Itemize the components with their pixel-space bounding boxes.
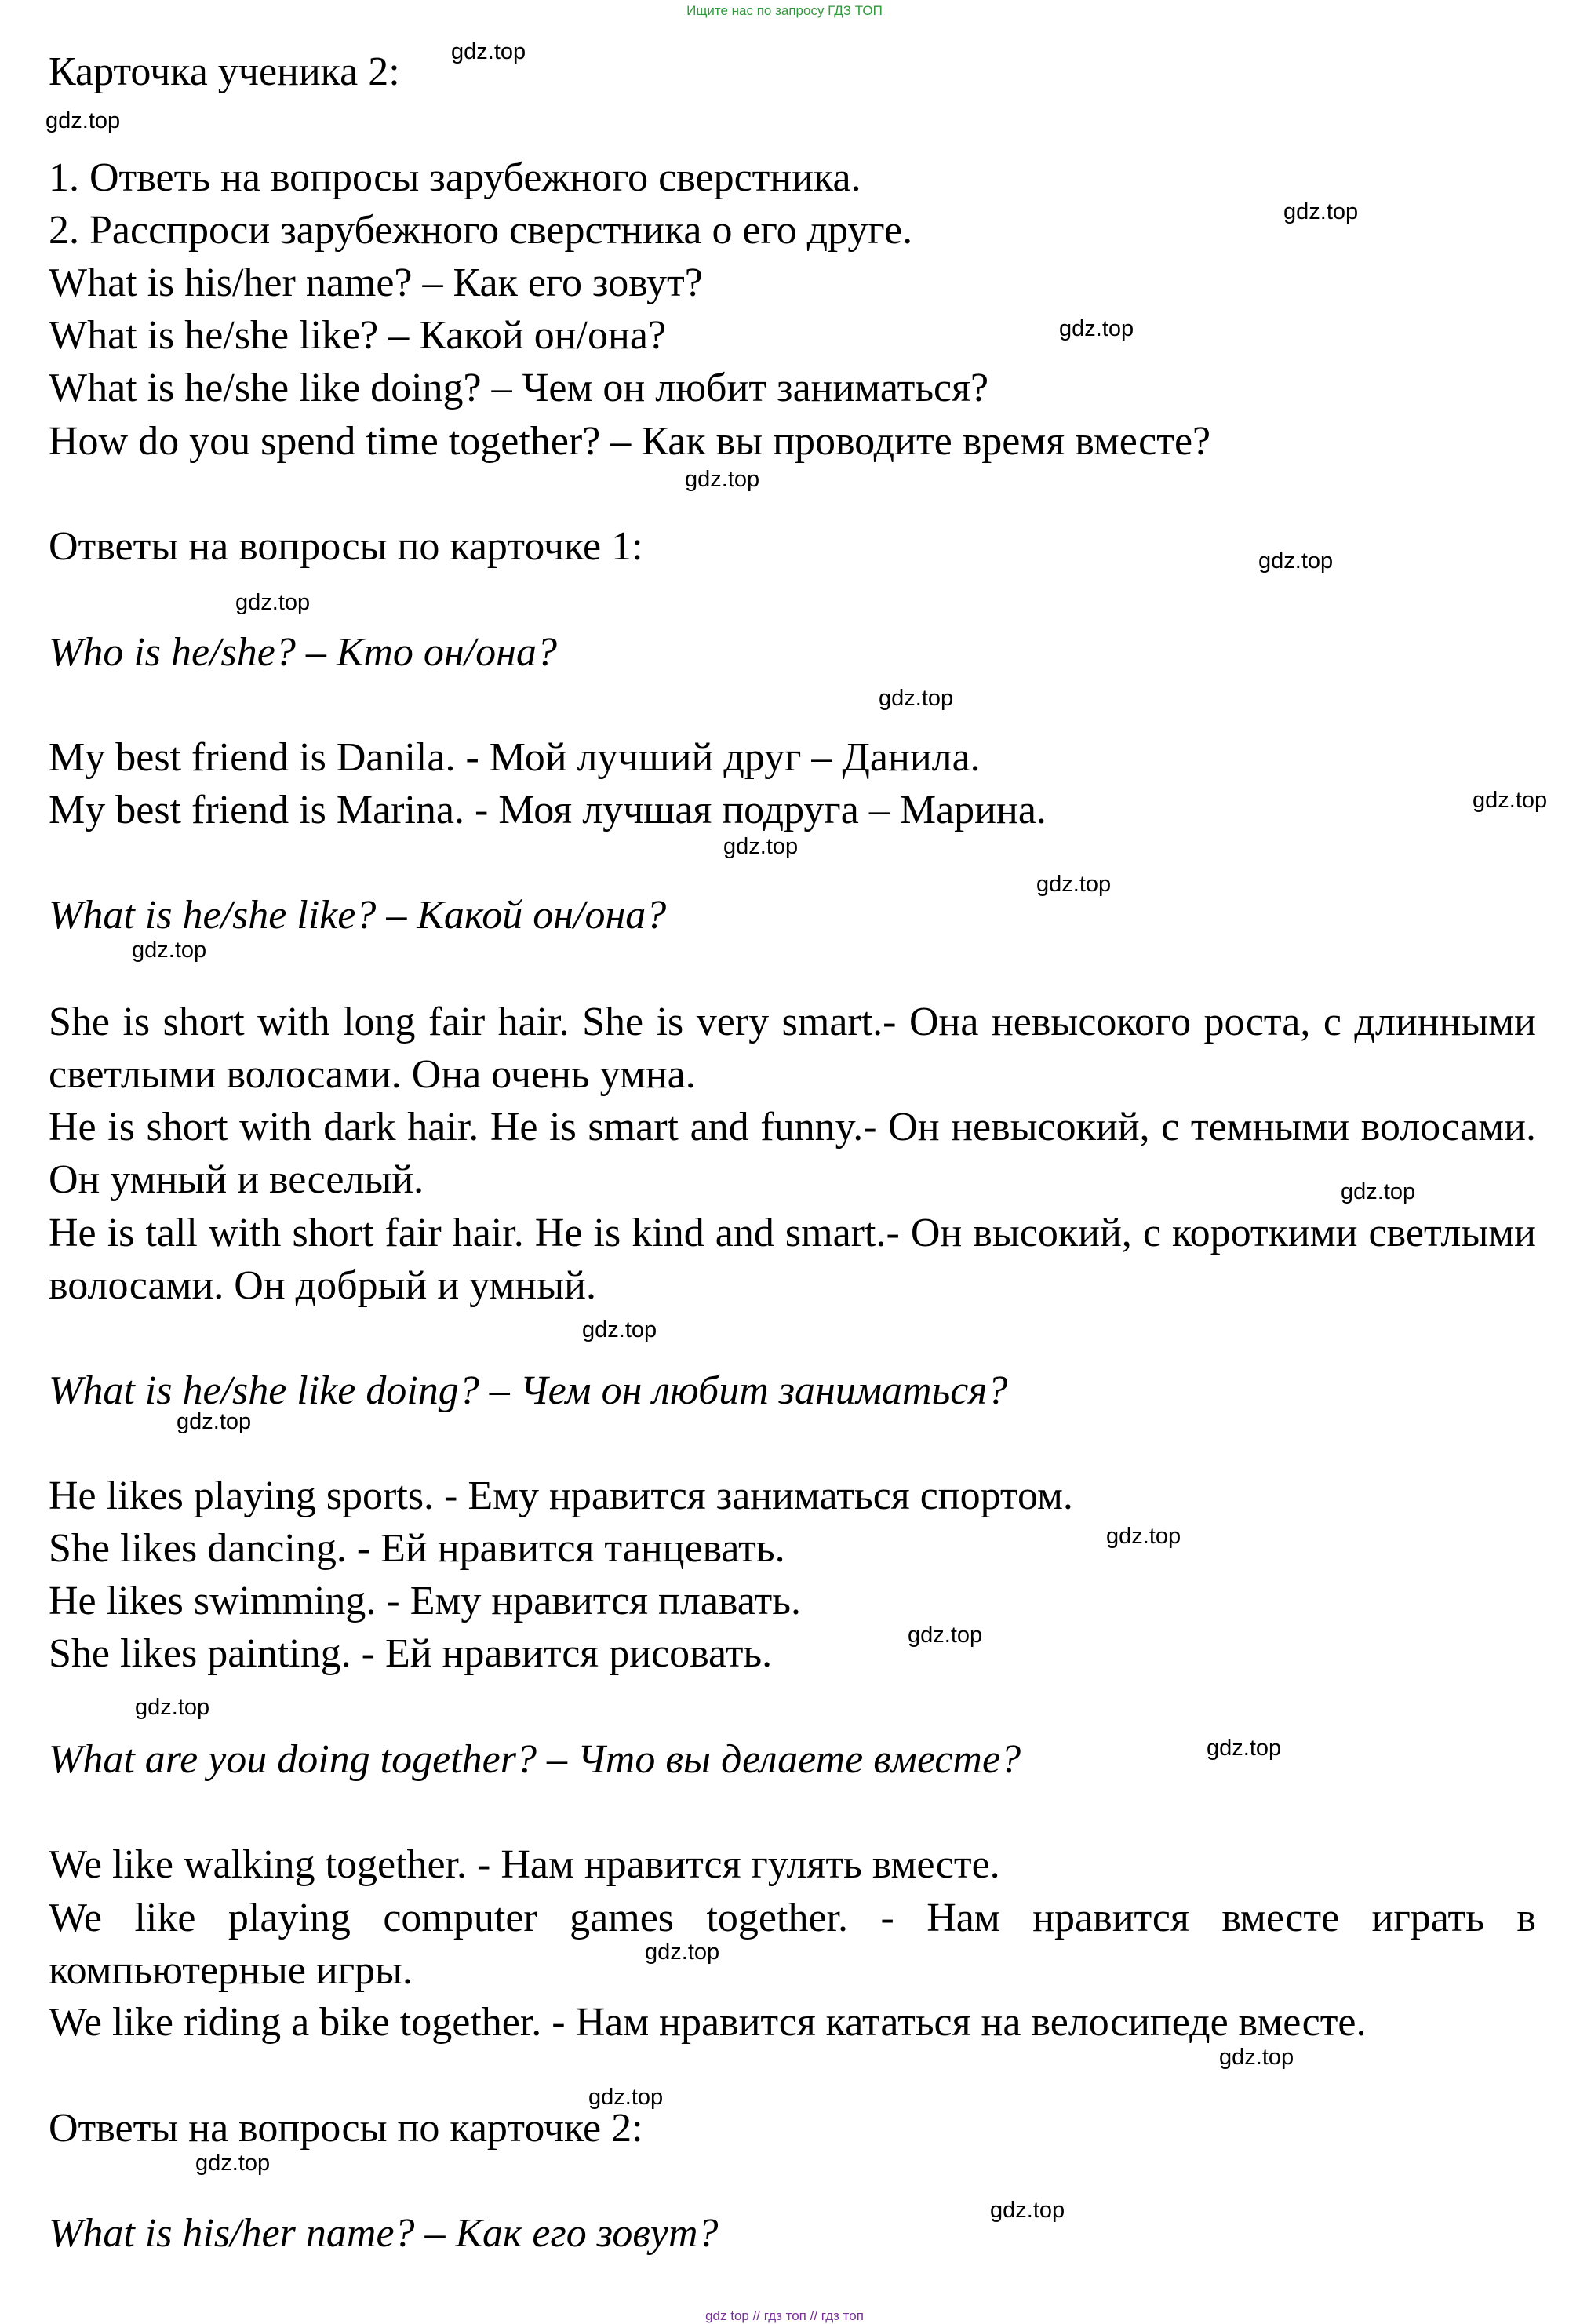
- together-question: What are you doing together? – Что вы делаете вместе?: [49, 1737, 1021, 1782]
- watermark: gdz.top: [879, 686, 954, 711]
- watermark: gdz.top: [582, 1317, 657, 1342]
- question-like: What is he/she like? – Какой он/она?: [49, 313, 666, 358]
- answer-painting: She likes painting. - Ей нравится рисовать.: [49, 1631, 773, 1676]
- watermark: gdz.top: [685, 467, 760, 492]
- answer-bike: We like riding a bike together. - Нам нравится кататься на велосипеде вместе.: [49, 2000, 1367, 2045]
- top-banner: Ищите нас по запросу ГДЗ ТОП: [686, 3, 883, 18]
- task-2: 2. Расспроси зарубежного сверстника о его друге.: [49, 208, 913, 253]
- who-question: Who is he/she? – Кто он/она?: [49, 630, 557, 675]
- doing-question: What is he/she like doing? – Чем он любит заниматься?: [49, 1368, 1008, 1413]
- watermark: gdz.top: [645, 1940, 720, 1965]
- watermark: gdz.top: [235, 590, 311, 615]
- description-1: She is short with long fair hair. She is very smart.- Она невысокого роста, с длинными светлыми волосами. Она очень умна.: [49, 1000, 1536, 1097]
- answer-games: We like playing computer games together. - Нам нравится вместе играть в компьютерные игры.: [49, 1896, 1536, 1993]
- watermark: gdz.top: [132, 938, 207, 963]
- watermark: gdz.top: [195, 2151, 271, 2176]
- watermark: gdz.top: [1341, 1179, 1416, 1204]
- watermark: gdz.top: [723, 834, 799, 859]
- name-question: What is his/her name? – Как его зовут?: [49, 2211, 719, 2256]
- bottom-banner: gdz top // гдз топ // гдз топ: [705, 2308, 864, 2323]
- answer-swimming: He likes swimming. - Ему нравится плавать.: [49, 1579, 801, 1623]
- question-name: What is his/her name? – Как его зовут?: [49, 260, 703, 305]
- question-doing: What is he/she like doing? – Чем он любит заниматься?: [49, 366, 989, 410]
- watermark: gdz.top: [1473, 788, 1548, 813]
- task-1: 1. Ответь на вопросы зарубежного сверстника.: [49, 155, 861, 200]
- answer-walking: We like walking together. - Нам нравится гулять вместе.: [49, 1842, 1000, 1887]
- watermark: gdz.top: [135, 1695, 210, 1720]
- watermark: gdz.top: [451, 39, 526, 64]
- answer-marina: My best friend is Marina. - Моя лучшая подруга – Марина.: [49, 788, 1047, 832]
- watermark: gdz.top: [1258, 548, 1334, 574]
- watermark: gdz.top: [177, 1409, 252, 1434]
- card-title: Карточка ученика 2:: [49, 49, 400, 94]
- watermark: gdz.top: [1283, 199, 1359, 224]
- answers-card-2-heading: Ответы на вопросы по карточке 2:: [49, 2106, 643, 2151]
- like-question: What is he/she like? – Какой он/она?: [49, 893, 667, 938]
- watermark: gdz.top: [1036, 872, 1112, 897]
- description-3: He is tall with short fair hair. He is kind and smart.- Он высокий, с короткими светлыми волосами. Он добрый и умный.: [49, 1211, 1536, 1308]
- watermark: gdz.top: [908, 1623, 983, 1648]
- watermark: gdz.top: [1106, 1524, 1181, 1549]
- watermark: gdz.top: [588, 2085, 664, 2110]
- description-2: He is short with dark hair. He is smart and funny.- Он невысокий, с темными волосами. Он умный и веселый.: [49, 1105, 1536, 1202]
- question-spend: How do you spend time together? – Как вы проводите время вместе?: [49, 419, 1211, 464]
- watermark: gdz.top: [46, 108, 121, 133]
- answer-sports: He likes playing sports. - Ему нравится заниматься спортом.: [49, 1473, 1073, 1518]
- watermark: gdz.top: [1219, 2045, 1294, 2070]
- watermark: gdz.top: [1207, 1736, 1282, 1761]
- answer-dancing: She likes dancing. - Ей нравится танцевать.: [49, 1526, 785, 1571]
- answer-danila: My best friend is Danila. - Мой лучший друг – Данила.: [49, 735, 981, 780]
- watermark: gdz.top: [990, 2198, 1065, 2223]
- answers-card-1-heading: Ответы на вопросы по карточке 1:: [49, 524, 643, 569]
- watermark: gdz.top: [1059, 316, 1134, 341]
